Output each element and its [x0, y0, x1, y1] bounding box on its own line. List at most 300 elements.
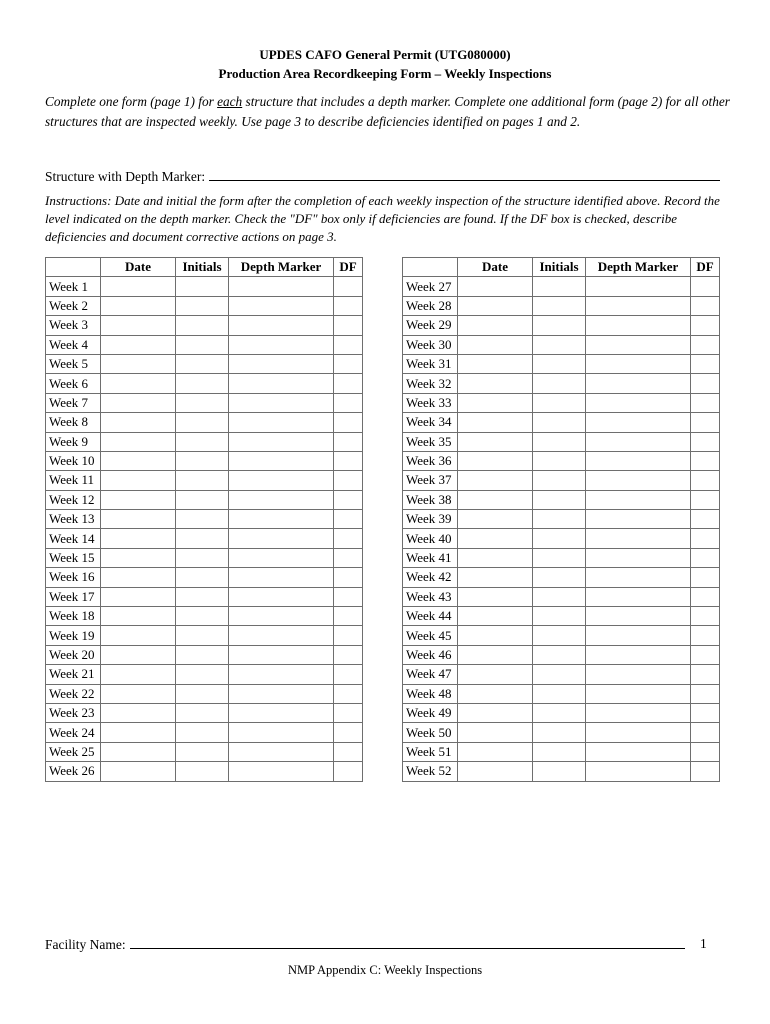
date-cell[interactable]	[101, 432, 176, 451]
initials-cell[interactable]	[533, 354, 586, 373]
table-row	[403, 529, 720, 548]
initials-cell[interactable]	[176, 374, 229, 393]
df-checkbox-cell[interactable]	[334, 703, 363, 722]
df-checkbox-cell[interactable]	[334, 471, 363, 490]
table-row	[46, 607, 363, 626]
date-cell[interactable]	[101, 626, 176, 645]
date-cell[interactable]	[458, 432, 533, 451]
df-checkbox-cell[interactable]	[691, 568, 720, 587]
date-cell[interactable]	[101, 374, 176, 393]
depth-marker-cell[interactable]	[586, 413, 691, 432]
header-df: DF	[691, 258, 720, 277]
depth-marker-cell[interactable]	[586, 490, 691, 509]
initials-cell[interactable]	[533, 742, 586, 761]
depth-marker-cell[interactable]	[229, 762, 334, 781]
table-row	[46, 626, 363, 645]
df-checkbox-cell[interactable]	[691, 548, 720, 567]
table-row	[403, 296, 720, 315]
df-checkbox-cell[interactable]	[334, 374, 363, 393]
table-row	[403, 742, 720, 761]
table-row	[46, 432, 363, 451]
initials-cell[interactable]	[533, 335, 586, 354]
initials-cell[interactable]	[533, 413, 586, 432]
df-checkbox-cell[interactable]	[334, 762, 363, 781]
df-checkbox-cell[interactable]	[691, 607, 720, 626]
df-checkbox-cell[interactable]	[691, 587, 720, 606]
depth-marker-cell[interactable]	[586, 723, 691, 742]
initials-cell[interactable]	[176, 742, 229, 761]
week-label: Week 26	[46, 762, 101, 781]
week-label: Week 39	[403, 510, 458, 529]
table-row	[46, 645, 363, 664]
page-footer: NMP Appendix C: Weekly Inspections	[287, 963, 483, 977]
depth-marker-cell[interactable]	[586, 626, 691, 645]
week-label: Week 29	[403, 316, 458, 335]
initials-cell[interactable]	[176, 703, 229, 722]
depth-marker-cell[interactable]	[229, 510, 334, 529]
initials-cell[interactable]	[533, 316, 586, 335]
facility-input-line[interactable]	[130, 936, 685, 949]
date-cell[interactable]	[458, 335, 533, 354]
initials-cell[interactable]	[176, 277, 229, 296]
facility-field	[45, 936, 685, 953]
df-checkbox-cell[interactable]	[334, 510, 363, 529]
week-label: Week 51	[403, 742, 458, 761]
week-label: Week 38	[403, 490, 458, 509]
intro-text-end: structure that includes a depth marker. Complete one additional form (page 2) for all other structures that are inspected weekly. Use page 3 to describe deficiencies identified on pages 1 and 2.	[45, 94, 730, 129]
df-checkbox-cell[interactable]	[334, 529, 363, 548]
depth-marker-cell[interactable]	[586, 645, 691, 664]
depth-marker-cell[interactable]	[586, 703, 691, 722]
initials-cell[interactable]	[176, 296, 229, 315]
week-label: Week 41	[403, 548, 458, 567]
weeks-table-right	[402, 257, 720, 782]
week-label: Week 46	[403, 645, 458, 664]
df-checkbox-cell[interactable]	[691, 316, 720, 335]
table-row	[403, 723, 720, 742]
table-row	[403, 277, 720, 296]
initials-cell[interactable]	[176, 723, 229, 742]
df-checkbox-cell[interactable]	[691, 645, 720, 664]
structure-label: Structure with Depth Marker:	[45, 169, 206, 184]
date-cell[interactable]	[458, 568, 533, 587]
initials-cell[interactable]	[533, 393, 586, 412]
initials-cell[interactable]	[176, 665, 229, 684]
table-row	[403, 471, 720, 490]
week-label: Week 16	[46, 568, 101, 587]
date-cell[interactable]	[458, 703, 533, 722]
depth-marker-cell[interactable]	[586, 354, 691, 373]
depth-marker-cell[interactable]	[229, 529, 334, 548]
week-label: Week 13	[46, 510, 101, 529]
depth-marker-cell[interactable]	[229, 471, 334, 490]
df-checkbox-cell[interactable]	[334, 548, 363, 567]
form-subtitle: Production Area Recordkeeping Form – Weekly Inspections	[218, 66, 552, 81]
week-label: Week 4	[46, 335, 101, 354]
initials-cell[interactable]	[176, 607, 229, 626]
date-cell[interactable]	[101, 568, 176, 587]
date-cell[interactable]	[101, 703, 176, 722]
initials-cell[interactable]	[533, 587, 586, 606]
df-checkbox-cell[interactable]	[691, 626, 720, 645]
initials-cell[interactable]	[533, 451, 586, 470]
df-checkbox-cell[interactable]	[334, 393, 363, 412]
depth-marker-cell[interactable]	[229, 568, 334, 587]
date-cell[interactable]	[101, 645, 176, 664]
depth-marker-cell[interactable]	[229, 587, 334, 606]
table-row	[46, 568, 363, 587]
initials-cell[interactable]	[176, 762, 229, 781]
table-row	[403, 451, 720, 470]
week-label: Week 14	[46, 529, 101, 548]
depth-marker-cell[interactable]	[229, 723, 334, 742]
week-label: Week 25	[46, 742, 101, 761]
df-checkbox-cell[interactable]	[691, 471, 720, 490]
week-label: Week 18	[46, 607, 101, 626]
initials-cell[interactable]	[533, 432, 586, 451]
table-row	[403, 587, 720, 606]
depth-marker-cell[interactable]	[586, 296, 691, 315]
depth-marker-cell[interactable]	[586, 548, 691, 567]
date-cell[interactable]	[101, 471, 176, 490]
week-label: Week 1	[46, 277, 101, 296]
initials-cell[interactable]	[533, 548, 586, 567]
week-label: Week 50	[403, 723, 458, 742]
depth-marker-cell[interactable]	[229, 490, 334, 509]
depth-marker-cell[interactable]	[229, 413, 334, 432]
df-checkbox-cell[interactable]	[334, 277, 363, 296]
df-checkbox-cell[interactable]	[334, 645, 363, 664]
initials-cell[interactable]	[533, 568, 586, 587]
date-cell[interactable]	[458, 645, 533, 664]
week-label: Week 10	[46, 451, 101, 470]
initials-cell[interactable]	[176, 335, 229, 354]
structure-input-line[interactable]	[209, 168, 720, 181]
df-checkbox-cell[interactable]	[334, 607, 363, 626]
table-row	[403, 374, 720, 393]
week-label: Week 6	[46, 374, 101, 393]
date-cell[interactable]	[458, 374, 533, 393]
week-label: Week 43	[403, 587, 458, 606]
week-label: Week 21	[46, 665, 101, 684]
initials-cell[interactable]	[176, 548, 229, 567]
header-date: Date	[458, 258, 533, 277]
week-label: Week 2	[46, 296, 101, 315]
initials-cell[interactable]	[533, 665, 586, 684]
initials-cell[interactable]	[176, 529, 229, 548]
date-cell[interactable]	[101, 587, 176, 606]
depth-marker-cell[interactable]	[586, 277, 691, 296]
df-checkbox-cell[interactable]	[334, 296, 363, 315]
df-checkbox-cell[interactable]	[691, 296, 720, 315]
week-label: Week 45	[403, 626, 458, 645]
df-checkbox-cell[interactable]	[334, 432, 363, 451]
week-label: Week 15	[46, 548, 101, 567]
depth-marker-cell[interactable]	[229, 354, 334, 373]
initials-cell[interactable]	[176, 413, 229, 432]
depth-marker-cell[interactable]	[586, 529, 691, 548]
depth-marker-cell[interactable]	[586, 471, 691, 490]
table-row	[403, 548, 720, 567]
initials-cell[interactable]	[176, 626, 229, 645]
initials-cell[interactable]	[176, 471, 229, 490]
depth-marker-cell[interactable]	[229, 277, 334, 296]
date-cell[interactable]	[101, 529, 176, 548]
depth-marker-cell[interactable]	[586, 393, 691, 412]
date-cell[interactable]	[101, 684, 176, 703]
table-row	[46, 316, 363, 335]
intro-emphasis: each	[217, 94, 243, 109]
date-cell[interactable]	[101, 354, 176, 373]
depth-marker-cell[interactable]	[586, 587, 691, 606]
df-checkbox-cell[interactable]	[691, 451, 720, 470]
header-df: DF	[334, 258, 363, 277]
initials-cell[interactable]	[533, 471, 586, 490]
depth-marker-cell[interactable]	[229, 665, 334, 684]
initials-cell[interactable]	[533, 703, 586, 722]
date-cell[interactable]	[458, 723, 533, 742]
table-row	[403, 335, 720, 354]
week-label: Week 42	[403, 568, 458, 587]
df-checkbox-cell[interactable]	[691, 413, 720, 432]
initials-cell[interactable]	[533, 490, 586, 509]
date-cell[interactable]	[458, 665, 533, 684]
week-label: Week 24	[46, 723, 101, 742]
table-row	[46, 471, 363, 490]
initials-cell[interactable]	[176, 451, 229, 470]
df-checkbox-cell[interactable]	[334, 568, 363, 587]
date-cell[interactable]	[458, 510, 533, 529]
date-cell[interactable]	[101, 723, 176, 742]
initials-cell[interactable]	[176, 354, 229, 373]
week-label: Week 19	[46, 626, 101, 645]
table-row	[403, 665, 720, 684]
table-row	[46, 393, 363, 412]
date-cell[interactable]	[458, 451, 533, 470]
depth-marker-cell[interactable]	[586, 684, 691, 703]
date-cell[interactable]	[101, 742, 176, 761]
depth-marker-cell[interactable]	[229, 296, 334, 315]
initials-cell[interactable]	[176, 432, 229, 451]
depth-marker-cell[interactable]	[229, 703, 334, 722]
week-label: Week 20	[46, 645, 101, 664]
df-checkbox-cell[interactable]	[691, 510, 720, 529]
date-cell[interactable]	[458, 529, 533, 548]
date-cell[interactable]	[101, 451, 176, 470]
initials-cell[interactable]	[176, 684, 229, 703]
df-checkbox-cell[interactable]	[691, 742, 720, 761]
initials-cell[interactable]	[176, 510, 229, 529]
date-cell[interactable]	[458, 626, 533, 645]
week-label: Week 33	[403, 393, 458, 412]
intro-text-start: Complete one form (page 1) for	[45, 94, 218, 109]
depth-marker-cell[interactable]	[229, 607, 334, 626]
initials-cell[interactable]	[176, 393, 229, 412]
initials-cell[interactable]	[176, 568, 229, 587]
df-checkbox-cell[interactable]	[334, 490, 363, 509]
depth-marker-cell[interactable]	[586, 451, 691, 470]
depth-marker-cell[interactable]	[229, 393, 334, 412]
date-cell[interactable]	[101, 393, 176, 412]
df-checkbox-cell[interactable]	[691, 665, 720, 684]
date-cell[interactable]	[458, 354, 533, 373]
df-checkbox-cell[interactable]	[691, 277, 720, 296]
week-label: Week 40	[403, 529, 458, 548]
date-cell[interactable]	[101, 665, 176, 684]
df-checkbox-cell[interactable]	[334, 684, 363, 703]
initials-cell[interactable]	[533, 684, 586, 703]
week-label: Week 36	[403, 451, 458, 470]
initials-cell[interactable]	[533, 607, 586, 626]
table-header-row	[46, 258, 363, 277]
depth-marker-cell[interactable]	[229, 335, 334, 354]
date-cell[interactable]	[101, 762, 176, 781]
week-label: Week 7	[46, 393, 101, 412]
initials-cell[interactable]	[533, 374, 586, 393]
date-cell[interactable]	[101, 548, 176, 567]
initials-cell[interactable]	[533, 626, 586, 645]
date-cell[interactable]	[101, 490, 176, 509]
df-checkbox-cell[interactable]	[691, 529, 720, 548]
df-checkbox-cell[interactable]	[334, 626, 363, 645]
initials-cell[interactable]	[533, 277, 586, 296]
date-cell[interactable]	[458, 316, 533, 335]
week-label: Week 8	[46, 413, 101, 432]
date-cell[interactable]	[458, 413, 533, 432]
df-checkbox-cell[interactable]	[334, 665, 363, 684]
initials-cell[interactable]	[176, 587, 229, 606]
table-row	[46, 296, 363, 315]
df-checkbox-cell[interactable]	[691, 354, 720, 373]
initials-cell[interactable]	[176, 490, 229, 509]
depth-marker-cell[interactable]	[586, 510, 691, 529]
df-checkbox-cell[interactable]	[334, 723, 363, 742]
depth-marker-cell[interactable]	[229, 432, 334, 451]
table-row	[46, 374, 363, 393]
df-checkbox-cell[interactable]	[691, 393, 720, 412]
df-checkbox-cell[interactable]	[691, 490, 720, 509]
table-row	[46, 277, 363, 296]
df-checkbox-cell[interactable]	[691, 703, 720, 722]
date-cell[interactable]	[101, 296, 176, 315]
table-row	[403, 703, 720, 722]
table-row	[403, 607, 720, 626]
df-checkbox-cell[interactable]	[691, 723, 720, 742]
table-row	[403, 510, 720, 529]
table-row	[46, 510, 363, 529]
depth-marker-cell[interactable]	[586, 432, 691, 451]
week-label: Week 31	[403, 354, 458, 373]
depth-marker-cell[interactable]	[586, 762, 691, 781]
date-cell[interactable]	[458, 471, 533, 490]
date-cell[interactable]	[458, 296, 533, 315]
date-cell[interactable]	[458, 607, 533, 626]
initials-cell[interactable]	[533, 510, 586, 529]
df-checkbox-cell[interactable]	[691, 762, 720, 781]
date-cell[interactable]	[458, 684, 533, 703]
depth-marker-cell[interactable]	[586, 316, 691, 335]
table-row	[46, 354, 363, 373]
df-checkbox-cell[interactable]	[691, 432, 720, 451]
depth-marker-cell[interactable]	[586, 335, 691, 354]
initials-cell[interactable]	[176, 316, 229, 335]
table-row	[403, 393, 720, 412]
initials-cell[interactable]	[533, 529, 586, 548]
depth-marker-cell[interactable]	[586, 665, 691, 684]
depth-marker-cell[interactable]	[229, 626, 334, 645]
depth-marker-cell[interactable]	[229, 316, 334, 335]
depth-marker-cell[interactable]	[229, 548, 334, 567]
structure-field	[45, 168, 720, 185]
week-label: Week 30	[403, 335, 458, 354]
df-checkbox-cell[interactable]	[334, 316, 363, 335]
df-checkbox-cell[interactable]	[334, 451, 363, 470]
df-checkbox-cell[interactable]	[334, 335, 363, 354]
table-row	[403, 413, 720, 432]
initials-cell[interactable]	[176, 645, 229, 664]
initials-cell[interactable]	[533, 723, 586, 742]
initials-cell[interactable]	[533, 762, 586, 781]
date-cell[interactable]	[101, 335, 176, 354]
df-checkbox-cell[interactable]	[334, 587, 363, 606]
depth-marker-cell[interactable]	[586, 742, 691, 761]
date-cell[interactable]	[101, 316, 176, 335]
df-checkbox-cell[interactable]	[334, 354, 363, 373]
depth-marker-cell[interactable]	[229, 451, 334, 470]
initials-cell[interactable]	[533, 645, 586, 664]
week-label: Week 3	[46, 316, 101, 335]
table-row	[403, 316, 720, 335]
depth-marker-cell[interactable]	[229, 374, 334, 393]
table-row	[46, 703, 363, 722]
df-checkbox-cell[interactable]	[691, 684, 720, 703]
date-cell[interactable]	[458, 393, 533, 412]
df-checkbox-cell[interactable]	[334, 742, 363, 761]
date-cell[interactable]	[458, 742, 533, 761]
table-row	[46, 723, 363, 742]
date-cell[interactable]	[101, 413, 176, 432]
depth-marker-cell[interactable]	[229, 684, 334, 703]
initials-cell[interactable]	[533, 296, 586, 315]
week-label: Week 49	[403, 703, 458, 722]
table-row	[403, 432, 720, 451]
date-cell[interactable]	[101, 607, 176, 626]
week-label: Week 5	[46, 354, 101, 373]
date-cell[interactable]	[101, 277, 176, 296]
date-cell[interactable]	[458, 548, 533, 567]
table-row	[46, 490, 363, 509]
df-checkbox-cell[interactable]	[334, 413, 363, 432]
date-cell[interactable]	[458, 277, 533, 296]
depth-marker-cell[interactable]	[229, 742, 334, 761]
date-cell[interactable]	[458, 587, 533, 606]
date-cell[interactable]	[458, 762, 533, 781]
depth-marker-cell[interactable]	[586, 607, 691, 626]
depth-marker-cell[interactable]	[586, 568, 691, 587]
table-row	[403, 762, 720, 781]
header-date: Date	[101, 258, 176, 277]
depth-marker-cell[interactable]	[229, 645, 334, 664]
date-cell[interactable]	[101, 510, 176, 529]
depth-marker-cell[interactable]	[586, 374, 691, 393]
date-cell[interactable]	[458, 490, 533, 509]
df-checkbox-cell[interactable]	[691, 335, 720, 354]
week-label: Week 27	[403, 277, 458, 296]
df-checkbox-cell[interactable]	[691, 374, 720, 393]
table-row	[46, 762, 363, 781]
week-label: Week 44	[403, 607, 458, 626]
table-row	[46, 548, 363, 567]
